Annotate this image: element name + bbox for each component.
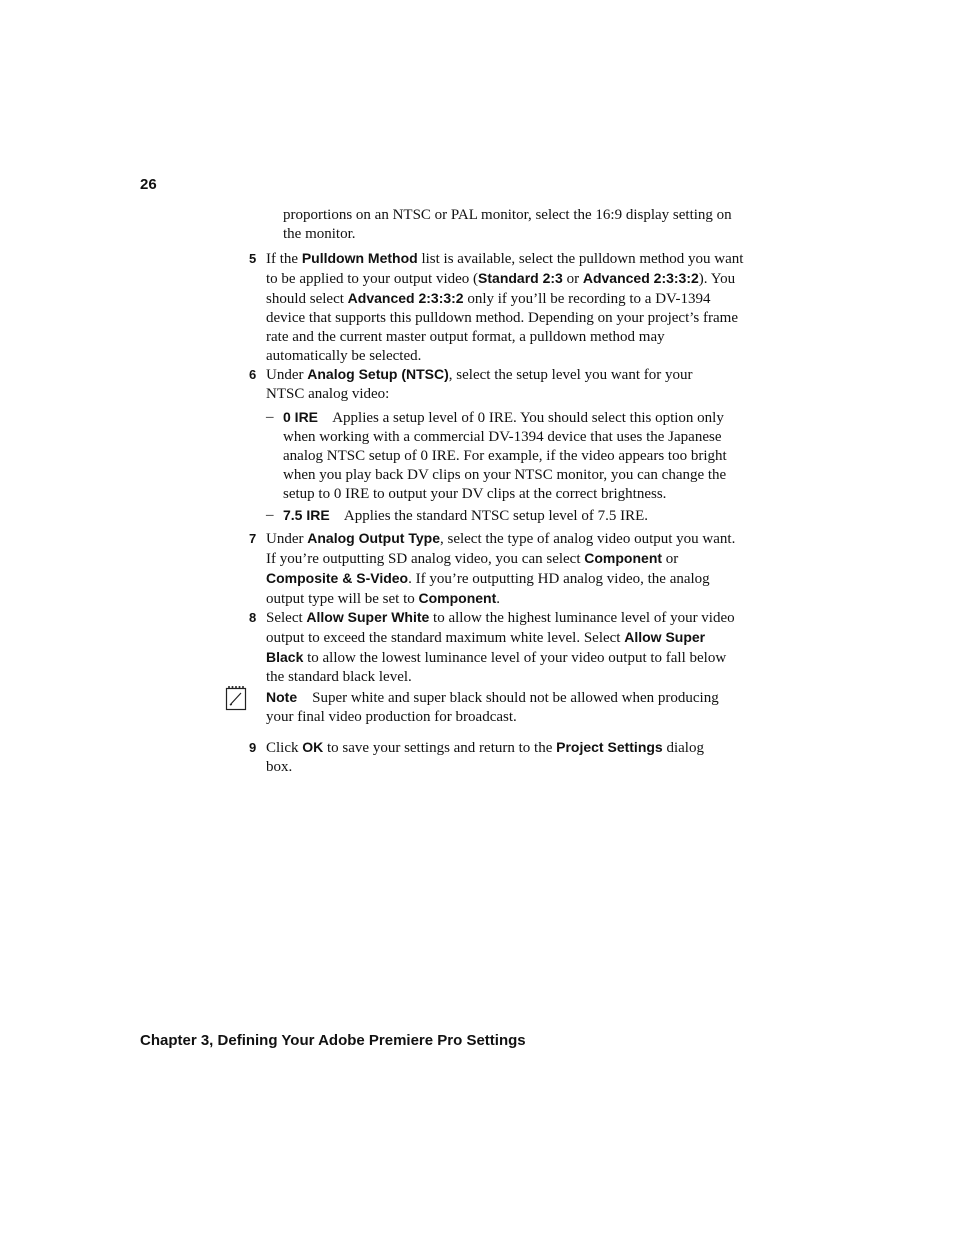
analog-output-type-term: Analog Output Type: [307, 530, 440, 546]
note-block: Note Super white and super black should not be allowed when producing your final video production for broadcast.: [266, 689, 719, 725]
sub-item-dash: –: [266, 409, 274, 425]
sub-item-7-5-ire: 7.5 IRE Applies the standard NTSC setup level of 7.5 IRE.: [283, 507, 649, 524]
continuation-paragraph: proportions on an NTSC or PAL monitor, select the 16:9 display setting on the monitor.: [283, 207, 732, 242]
advanced-2332-term: Advanced 2:3:3:2: [582, 270, 699, 286]
step-8-number: 8: [249, 610, 257, 625]
0-ire-term: 0 IRE: [283, 409, 319, 425]
sub-item-0-ire: 0 IRE Applies a setup level of 0 IRE. You should select this option only when working with a commercial DV-1394 device that uses the Japanese analog NTSC setup of 0 IRE. For example, if the video appears too bright when you play back DV clips on your NTSC monitor, you can change the setup to 0 IRE to output your DV clips at the correct brightness.: [283, 409, 727, 502]
note-label: Note: [266, 689, 298, 705]
page-number: 26: [140, 176, 157, 193]
step-5-number: 5: [249, 251, 257, 266]
step-7-number: 7: [249, 531, 257, 546]
project-settings-term: Project Settings: [556, 739, 663, 755]
standard-23-term: Standard 2:3: [478, 270, 563, 286]
component-term: Component: [584, 550, 663, 566]
7-5-ire-term: 7.5 IRE: [283, 507, 330, 523]
component-term-2: Component: [418, 590, 497, 606]
allow-super-black-term: Allow Super Black: [266, 629, 706, 665]
step-9-number: 9: [249, 740, 257, 755]
step-6-number: 6: [249, 367, 257, 382]
analog-setup-term: Analog Setup (NTSC): [307, 366, 449, 382]
step-8-text: Select Allow Super White to allow the highest luminance level of your video output to exceed the standard maximum white level. Select Allow Super Black to allow the lowest luminance level of your video output to fall below the standard black level.: [266, 609, 735, 685]
allow-super-white-term: Allow Super White: [306, 609, 430, 625]
step-6-text: Under Analog Setup (NTSC), select the setup level you want for your NTSC analog video:: [266, 366, 693, 402]
composite-svideo-term: Composite & S-Video: [266, 570, 409, 586]
advanced-2332-term-2: Advanced 2:3:3:2: [347, 290, 464, 306]
sub-item-dash: –: [266, 507, 274, 523]
step-5-text: If the Pulldown Method list is available, select the pulldown method you want to be applied to your output video (Standard 2:3 or Advanced 2:3:3:2). You should select Advanced 2:3:3:2 only if you’ll be recording to a DV-1394 device that supports this pulldown method. Depending on your project’s frame rate and the current master output format, a pulldown method may automatically be selected.: [266, 250, 744, 364]
chapter-footer: Chapter 3, Defining Your Adobe Premiere Pro Settings: [140, 1032, 526, 1049]
step-9-text: Click OK to save your settings and return to the Project Settings dialog box.: [266, 739, 704, 775]
pulldown-method-term: Pulldown Method: [301, 250, 418, 266]
step-7-text: Under Analog Output Type, select the type of analog video output you want. If you’re outputting SD analog video, you can select Component or Composite & S-Video. If you’re outputting HD analog video, the analog output type will be set to Component.: [266, 530, 736, 607]
ok-term: OK: [302, 739, 324, 755]
notepad-icon: [225, 685, 247, 711]
